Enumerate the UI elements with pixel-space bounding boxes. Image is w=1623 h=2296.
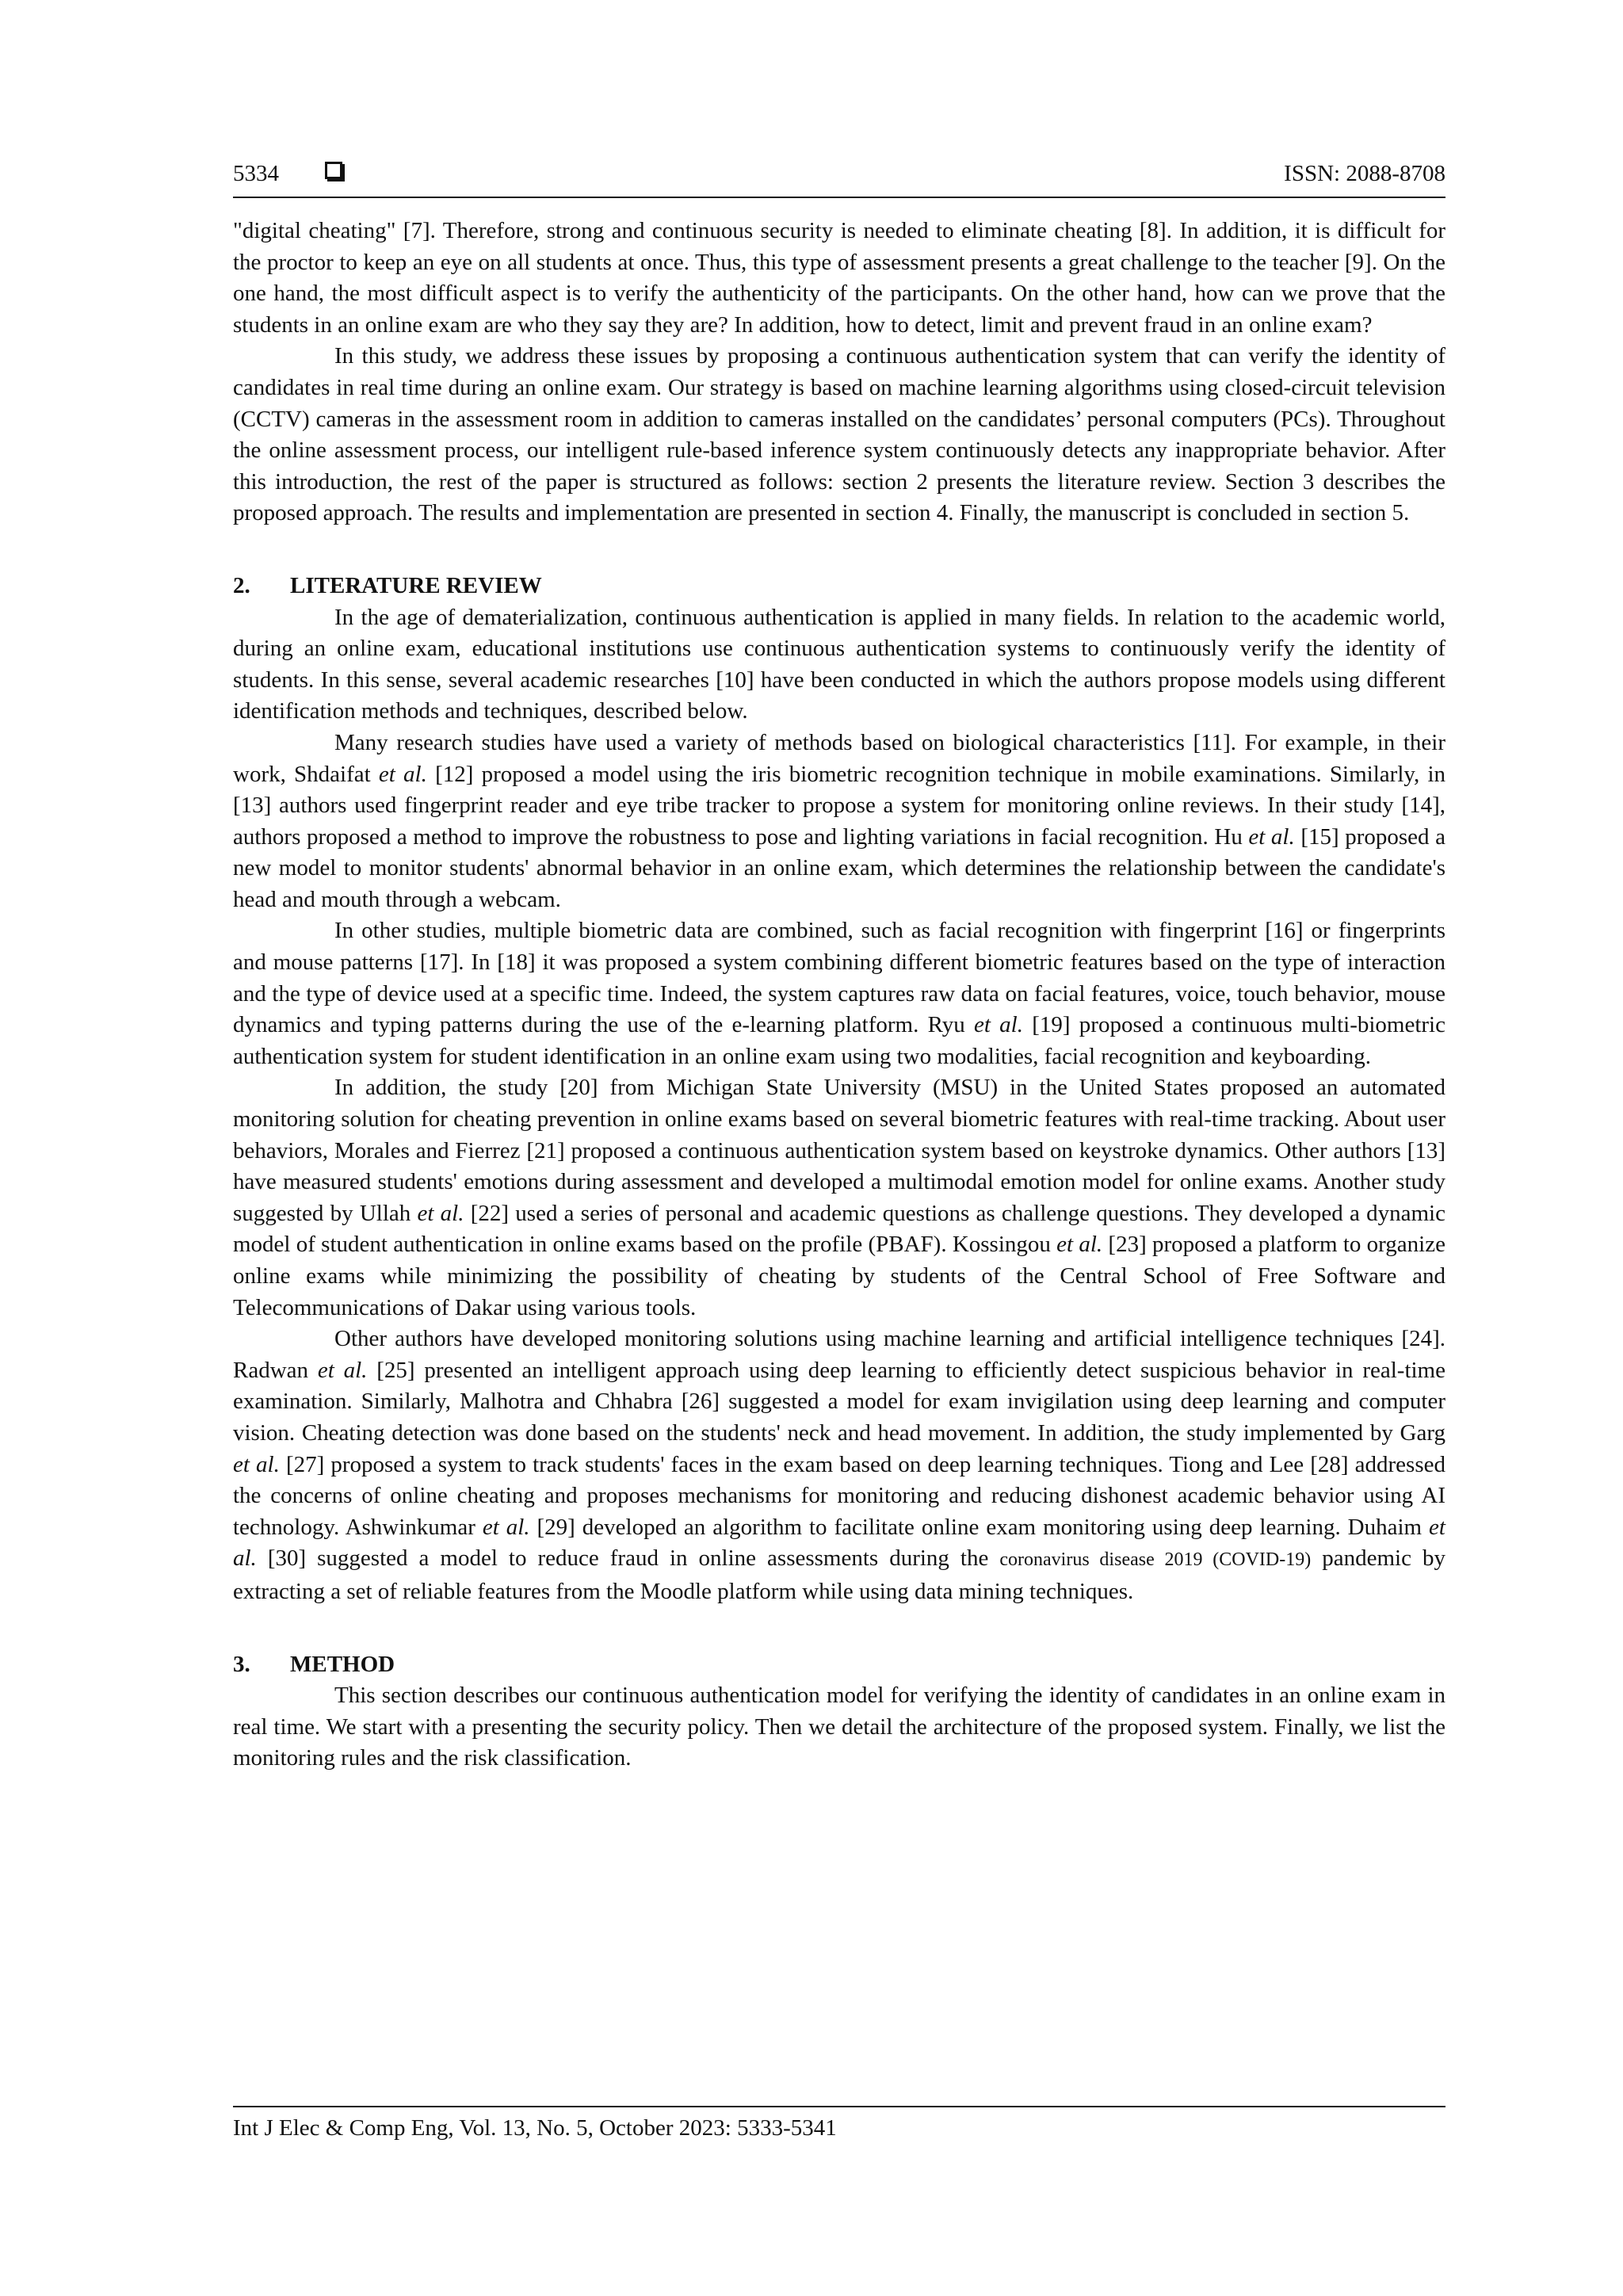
lit-paragraph-1: In the age of dematerialization, continuous authentication is applied in many fields. In relation to the academic world, during an online exam, educational institutions use continuous authentication systems to continuously verify the identity of students. In this sense, several academic researches [10] have been conducted in which the authors propose models using different identification methods and techniques, described below.	[233, 604, 1445, 724]
page-number: 5334	[233, 161, 279, 186]
lit-paragraph-3: In other studies, multiple biometric data are combined, such as facial recognition with fingerprint [16] or fingerprints and mouse patterns [17]. In [18] it was proposed a system combining different biometric features based on the type of interaction and the type of device used at a specific time. Indeed, the system captures raw data on facial features, voice, touch behavior, mouse dynamics and typing patterns during the use of the e-learning platform. Ryu et al. [19] proposed a continuous multi-biometric authentication system for student identification in an online exam using two modalities, facial recognition and keyboarding.	[233, 918, 1445, 1069]
lit-paragraph-4: In addition, the study [20] from Michigan State University (MSU) in the United States proposed an automated monitoring solution for cheating prevention in online exams based on several biometric features with real-time tracking. About user behaviors, Morales and Fierrez [21] proposed a continuous authentication system based on keystroke dynamics. Other authors [13] have measured students' emotions during assessment and developed a multimodal emotion model for online exams. Another study suggested by Ullah et al. [22] used a series of personal and academic questions as challenge questions. They developed a dynamic model of student authentication in online exams based on the profile (PBAF). Kossingou et al. [23] proposed a platform to organize online exams while minimizing the possibility of cheating by students of the Central School of Free Software and Telecommunications of Dakar using various tools.	[233, 1075, 1445, 1320]
running-header	[233, 152, 1445, 197]
section-title: METHOD	[290, 1651, 395, 1677]
intro-paragraph-2: In this study, we address these issues by proposing a continuous authentication system that can verify the identity of candidates in real time during an online exam. Our strategy is based on machine learning algorithms using closed-circuit television (CCTV) cameras in the assessment room in addition to cameras installed on the candidates’ personal computers (PCs). Throughout the online assessment process, our intelligent rule-based inference system continuously detects any inappropriate behavior. After this introduction, the rest of the paper is structured as follows: section 2 presents the literature review. Section 3 describes the proposed approach. The results and implementation are presented in section 4. Finally, the manuscript is concluded in section 5.	[233, 343, 1445, 526]
issn: ISSN: 2088-8708	[1284, 161, 1445, 186]
section-title: LITERATURE REVIEW	[290, 572, 542, 598]
journal-citation: Int J Elec & Comp Eng, Vol. 13, No. 5, October 2023: 5333-5341	[233, 2115, 837, 2141]
footer-rule	[233, 2106, 1445, 2107]
section-number: 2.	[233, 572, 250, 598]
header-rule	[233, 197, 1445, 198]
section-3-heading	[233, 1649, 1445, 1681]
lit-paragraph-2: Many research studies have used a variety of methods based on biological characteristics [11]. For example, in their work, Shdaifat et al. [12] proposed a model using the iris biometric recognition technique in mobile examinations. Similarly, in [13] authors used fingerprint reader and eye tribe tracker to propose a system for monitoring online reviews. In their study [14], authors proposed a method to improve the robustness to pose and lighting variations in facial recognition. Hu et al. [15] proposed a new model to monitor students' abnormal behavior in an online exam, which determines the relationship between the candidate's head and mouth through a webcam.	[233, 729, 1445, 912]
method-paragraph-1: This section describes our continuous authentication model for verifying the identity of candidates in an online exam in real time. We start with a presenting the security policy. Then we detail the architecture of the proposed system. Finally, we list the monitoring rules and the risk classification.	[233, 1683, 1445, 1771]
paper-page	[233, 152, 1445, 1775]
article-body	[233, 216, 1445, 1775]
section-number: 3.	[233, 1651, 250, 1677]
intro-paragraph-1: "digital cheating" [7]. Therefore, strong and continuous security is needed to eliminate cheating [8]. In addition, it is difficult for the proctor to keep an eye on all students at once. Thus, this type of assessment presents a great challenge to the teacher [9]. On the one hand, the most difficult aspect is to verify the authenticity of the participants. On the other hand, how can we prove that the students in an online exam are who they say they are? In addition, how to detect, limit and prevent fraud in an online exam?	[233, 218, 1445, 338]
running-footer	[233, 2106, 1445, 2144]
section-2-heading	[233, 571, 1445, 602]
square-bullet-icon	[325, 162, 342, 179]
lit-paragraph-5: Other authors have developed monitoring solutions using machine learning and artificial intelligence techniques [24]. Radwan et al. [25] presented an intelligent approach using deep learning to efficiently detect suspicious behavior in real-time examination. Similarly, Malhotra and Chhabra [26] suggested a model for exam invigilation using deep learning and computer vision. Cheating detection was done based on the students' neck and head movement. In addition, the study implemented by Garg et al. [27] proposed a system to track students' faces in the exam based on deep learning techniques. Tiong and Lee [28] addressed the concerns of online cheating and proposes mechanisms for monitoring and reducing dishonest academic behavior using AI technology. Ashwinkumar et al. [29] developed an algorithm to facilitate online exam monitoring using deep learning. Duhaim et al. [30] suggested a model to reduce fraud in online assessments during the coronavirus disease 2019 (COVID-19) pandemic by extracting a set of reliable features from the Moodle platform while using data mining techniques.	[233, 1326, 1446, 1604]
